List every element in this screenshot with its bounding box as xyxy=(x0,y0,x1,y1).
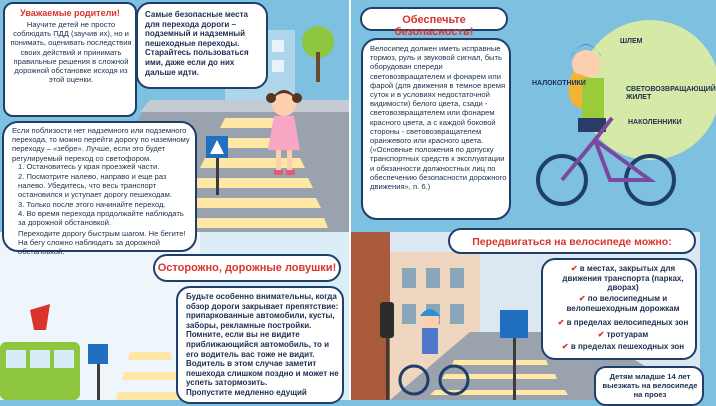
step-2: 2. Посмотрите налево, направо и еще раз налево. Убедитесь, что весь транспорт остановился и уступает дорогу пешеходам. xyxy=(18,172,172,200)
step-3: 3. Только после этого начинайте переход. xyxy=(18,200,166,209)
traps-text: Будьте особенно внимательны, когда обзор дороги закрывает препятствие: припаркованные автомобили, кусты, заборы, рекламные постройки. Помните, если вы не видите приближающийся автомобиль, то и его водитель вас тоже не видит. Водитель в этом случае заметит пешехода слишком поздно и может не успеть затормозить. Пропустите медленно едущий xyxy=(186,292,339,397)
panel-divider xyxy=(349,0,351,400)
check-icon: ✔ xyxy=(597,330,605,339)
traps-text-bubble xyxy=(176,286,344,404)
step-1: 1. Остановитесь у края проезжей части. xyxy=(18,162,160,171)
riding-item-text: по велосипедным и велопешеходным дорожкам xyxy=(566,294,680,313)
parents-text: Научите детей не просто соблюдать ПДД (заучив их), но и понимать, оценивать последствия своих действий и принимать правильные решения в сложной дорожной обстановке исходя из этой оценки. xyxy=(10,20,132,85)
check-icon: ✔ xyxy=(557,318,565,327)
riding-item-2 xyxy=(551,294,695,313)
traps-title: Осторожно, дорожные ловушки! xyxy=(157,262,337,274)
steps-outro: Переходите дорогу быстрым шагом. Не бегите! На бегу сложно наблюдать за дорожной обстановкой. xyxy=(18,229,186,257)
safety-text: Велосипед должен иметь исправные тормоз, руль и звуковой сигнал, быть оборудован спереди световозвращателем и фонарем или фарой (для движения в темное время суток и в условиях недостаточной видимости) белого цвета, сзади - световозвращателем или фонарем красного цвета, а с каждой боковой стороны - световозвращателем оранжевого или красного цвета. («Основные положения по допуску транспортных средств к эксплуатации и обязанности должностных лиц по обеспечению безопасности дорожного движения», п. 6.) xyxy=(370,44,507,192)
steps-intro: Если поблизости нет надземного или подземного перехода, то можно перейти дорогу по наземному переходу – «зебре». Лучше, если это будет регулируемый переход со светофором. xyxy=(12,126,190,163)
riding-item-text: в местах, закрытых для движения транспорта (парках, дворах) xyxy=(562,264,684,293)
safety-title-bubble xyxy=(360,7,508,38)
riding-item-text: тротуарам xyxy=(606,330,649,339)
step-4: 4. Во время перехода продолжайте наблюдать за дорожной обстановкой. xyxy=(18,209,184,228)
riding-item-1 xyxy=(551,264,695,293)
check-icon: ✔ xyxy=(578,294,586,303)
riding-item-text: в пределах велосипедных зон xyxy=(566,318,689,327)
label-elbow-pads: НАЛОКОТНИКИ xyxy=(532,80,586,87)
riding-list-bubble xyxy=(541,258,697,360)
safe-crossings-text: Самые безопасные места для перехода дороги – подземный и надземный пешеходные переходы. Старайтесь пользоваться ими, даже если до них дальше идти. xyxy=(145,10,249,77)
safety-text-bubble xyxy=(361,38,511,220)
kids-note: Детям младше 14 лет выезжать на велосипеде на проез xyxy=(602,372,698,400)
parents-bubble xyxy=(3,2,137,117)
traps-title-bubble xyxy=(153,254,341,282)
parents-title: Уважаемые родители! xyxy=(20,8,120,18)
safety-title: Обеспечьте безопасность! xyxy=(394,14,474,38)
label-knee-pads: НАКОЛЕННИКИ xyxy=(628,119,682,126)
riding-item-5 xyxy=(551,342,695,352)
safe-crossings-bubble xyxy=(136,2,268,89)
check-icon: ✔ xyxy=(570,264,578,273)
crossing-steps-bubble xyxy=(2,121,197,257)
check-icon: ✔ xyxy=(561,342,569,351)
label-helmet: ШЛЕМ xyxy=(620,38,643,45)
riding-title-bubble xyxy=(448,228,696,254)
riding-item-3 xyxy=(551,318,695,328)
label-vest: СВЕТОВОЗВРАЩАЮЩИЙ ЖИЛЕТ xyxy=(626,86,716,101)
kids-note-bubble xyxy=(594,366,704,406)
riding-title: Передвигаться на велосипеде можно: xyxy=(472,236,672,248)
riding-item-4 xyxy=(551,330,695,340)
riding-item-text: в пределах пешеходных зон xyxy=(570,342,685,351)
